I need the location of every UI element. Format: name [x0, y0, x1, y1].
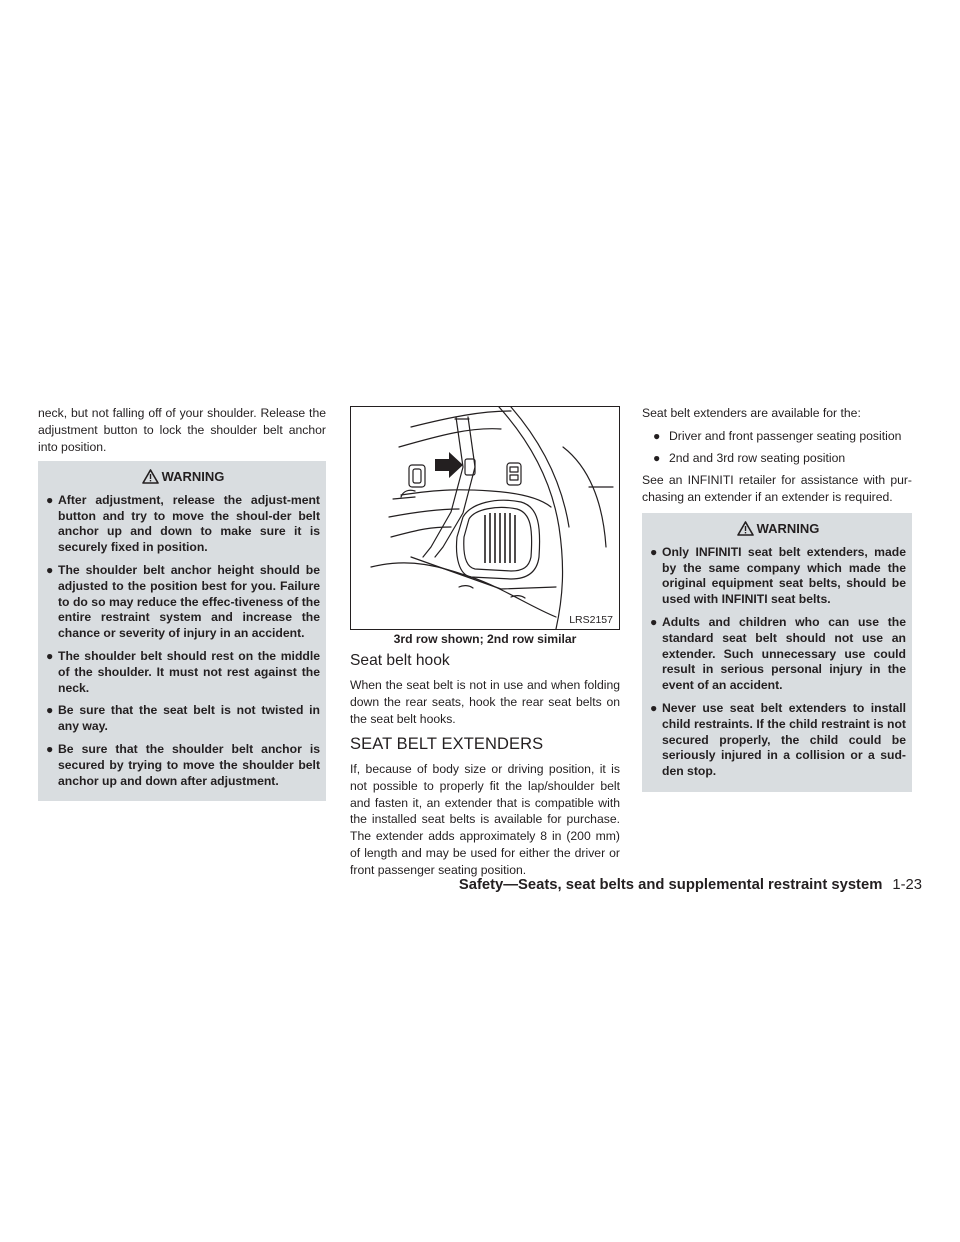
- warning-item: ● The shoulder belt should rest on the middle of the shoulder. It must not rest against the neck.: [46, 648, 320, 695]
- bullet-icon: ●: [46, 562, 54, 577]
- seat-belt-extenders-heading: SEAT BELT EXTENDERS: [350, 735, 544, 753]
- warning-list: [46, 493, 320, 790]
- warning-item: ● Never use seat belt extenders to install child restraints. If the child restraint is not secured properly, the child could be seriously injured in a collision or a sud-den stop.: [650, 700, 906, 779]
- warning-header: [46, 469, 320, 485]
- bullet-icon: ●: [650, 614, 658, 629]
- bullet-icon: ●: [653, 429, 661, 443]
- warning-triangle-icon: [737, 521, 754, 536]
- warning-item: ● Only INFINITI seat belt extenders, made by the same company which made the original equipment seat belts, should be used with INFINITI seat belts.: [650, 544, 906, 607]
- warning-box: [642, 513, 912, 792]
- seat-belt-extenders-paragraph: If, because of body size or driving position, it is not possible to properly fit the lap/shoulder belt and fasten it, an extender that is compatible with the installed seat belts is available for purchase. The extender adds approximately 8 in (200 mm) of length and may be used for either the driver or front passenger seating position.: [350, 762, 620, 877]
- warning-item: ● The shoulder belt anchor height should be adjusted to the position best for you. Failure to do so may reduce the effec-tiveness of the entire restraint system and increase the chance or severity of injury in an accident.: [46, 562, 320, 641]
- retailer-paragraph: See an INFINITI retailer for assistance with pur-chasing an extender if an extender is required.: [642, 473, 912, 504]
- extenders-list: [642, 428, 912, 472]
- section-title: Safety—Seats, seat belts and supplemental restraint system: [458, 877, 883, 893]
- bullet-icon: ●: [650, 700, 658, 715]
- extenders-intro: Seat belt extenders are available for the:: [642, 406, 861, 420]
- warning-item: ● Adults and children who can use the standard seat belt should not use an extender. Such unnecessary use could result in serious personal injury in the event of an accident.: [650, 614, 906, 693]
- list-item: ● Driver and front passenger seating position: [653, 429, 902, 443]
- arrow-icon: [435, 452, 463, 478]
- warning-title: WARNING: [756, 521, 820, 536]
- warning-box: [38, 461, 326, 801]
- warning-triangle-icon: [142, 469, 159, 484]
- warning-item: ● Be sure that the seat belt is not twisted in any way.: [46, 703, 320, 734]
- seat-belt-hook-heading: Seat belt hook: [350, 652, 450, 669]
- figure-code: LRS2157: [569, 614, 613, 626]
- bullet-icon: ●: [46, 741, 54, 756]
- bullet-icon: ●: [46, 648, 54, 663]
- warning-title: WARNING: [161, 469, 225, 484]
- warning-header: [650, 521, 906, 537]
- page-footer: [0, 877, 922, 893]
- bullet-icon: ●: [653, 450, 661, 465]
- page-number: 1-23: [892, 877, 922, 893]
- warning-item: ● Be sure that the shoulder belt anchor is secured by trying to move the shoulder belt anchor up and down after adjustment.: [46, 741, 320, 788]
- figure-caption: 3rd row shown; 2nd row similar: [393, 632, 577, 646]
- seat-belt-hook-figure: [350, 406, 620, 630]
- intro-paragraph: neck, but not falling off of your shoulder. Release the adjustment button to lock the shoulder belt anchor into position.: [38, 406, 326, 454]
- list-item: ● 2nd and 3rd row seating position: [653, 450, 846, 465]
- bullet-icon: ●: [46, 492, 54, 507]
- seat-belt-hook-paragraph: When the seat belt is not in use and when folding down the rear seats, hook the rear seat belts on the seat belt hooks.: [350, 678, 620, 726]
- seat-belt-hook-illustration: [351, 407, 619, 629]
- warning-list: [650, 545, 906, 780]
- warning-item: ● After adjustment, release the adjust-ment button and try to move the shoul-der belt anchor up and down to make sure it is securely fixed in position.: [46, 492, 320, 555]
- bullet-icon: ●: [650, 544, 658, 559]
- bullet-icon: ●: [46, 703, 54, 718]
